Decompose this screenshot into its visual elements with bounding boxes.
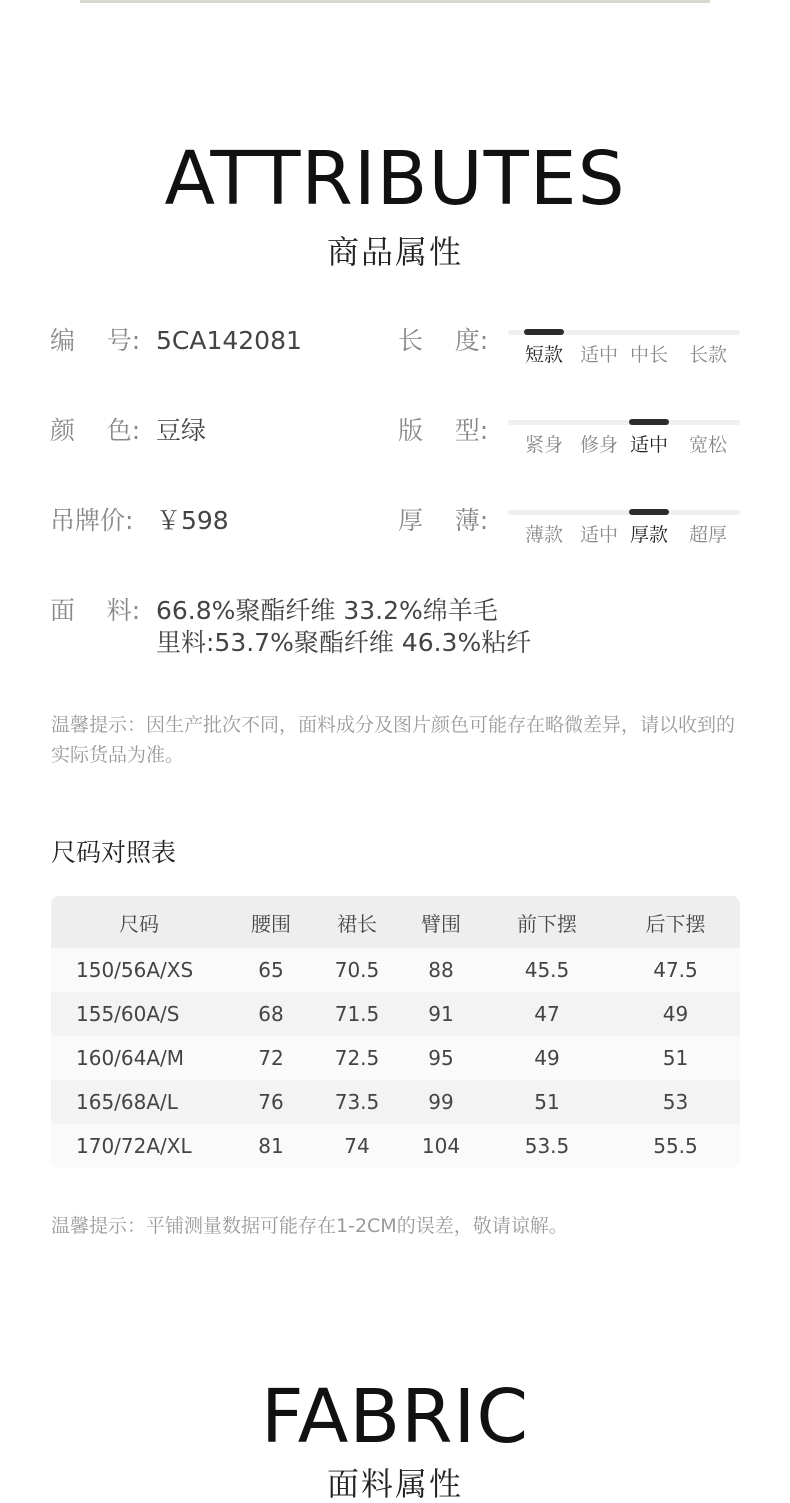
fit-label: 版 型: — [398, 416, 489, 445]
thickness-label: 厚 薄: — [398, 506, 489, 535]
cell-size: 150/56A/XS — [51, 948, 227, 992]
scale-option: 厚款 — [629, 524, 669, 546]
scale-option: 适中 — [579, 524, 619, 546]
scale-track — [508, 510, 740, 515]
scale-option: 超厚 — [688, 524, 728, 546]
cell-waist: 72 — [227, 1036, 315, 1080]
cell-front-hem: 49 — [483, 1036, 611, 1080]
attributes-note: 温馨提示：因生产批次不同，面料成分及图片颜色可能存在略微差异，请以收到的实际货品为准。 — [51, 714, 736, 766]
cell-arm: 95 — [399, 1036, 483, 1080]
color-label: 颜 色: — [50, 416, 141, 445]
size-note: 温馨提示：平铺测量数据可能存在1-2CM的误差，敬请谅解。 — [51, 1215, 568, 1237]
price-label: 吊牌价: — [50, 506, 134, 535]
cell-arm: 88 — [399, 948, 483, 992]
cell-waist: 81 — [227, 1124, 315, 1168]
color-value: 豆绿 — [156, 416, 207, 445]
top-divider — [80, 0, 710, 3]
code-value: 5CA142081 — [156, 326, 302, 355]
length-scale — [508, 330, 740, 390]
cell-back-hem: 53 — [611, 1080, 740, 1124]
cell-arm: 91 — [399, 992, 483, 1036]
cell-back-hem: 49 — [611, 992, 740, 1036]
scale-track — [508, 420, 740, 425]
price-value: ￥598 — [156, 506, 229, 535]
scale-option: 紧身 — [524, 434, 564, 456]
cell-waist: 68 — [227, 992, 315, 1036]
table-row — [51, 1124, 740, 1168]
cell-waist: 65 — [227, 948, 315, 992]
attributes-subtitle: 商品属性 — [326, 233, 463, 271]
fabric-value: 66.8%聚酯纤维 33.2%绵羊毛 — [156, 596, 498, 625]
table-row — [51, 1080, 740, 1124]
length-label: 长 度: — [398, 326, 489, 355]
cell-size: 160/64A/M — [51, 1036, 227, 1080]
fabric-subtitle: 面料属性 — [326, 1465, 463, 1503]
scale-option: 短款 — [524, 344, 564, 366]
scale-option: 适中 — [579, 344, 619, 366]
cell-size: 170/72A/XL — [51, 1124, 227, 1168]
header-front-hem: 前下摆 — [483, 896, 611, 948]
cell-front-hem: 53.5 — [483, 1124, 611, 1168]
scale-option: 宽松 — [688, 434, 728, 456]
table-row — [51, 1036, 740, 1080]
lining-value: 里料:53.7%聚酯纤维 46.3%粘纤 — [156, 628, 532, 657]
cell-back-hem: 47.5 — [611, 948, 740, 992]
cell-size: 155/60A/S — [51, 992, 227, 1036]
scale-option: 修身 — [579, 434, 619, 456]
scale-selected-marker — [629, 509, 669, 515]
header-waist: 腰围 — [227, 896, 315, 948]
scale-selected-marker — [629, 419, 669, 425]
cell-back-hem: 51 — [611, 1036, 740, 1080]
size-chart-table — [51, 896, 740, 1168]
thickness-scale — [508, 510, 740, 570]
scale-option: 中长 — [629, 344, 669, 366]
cell-skirt-length: 71.5 — [315, 992, 399, 1036]
cell-skirt-length: 74 — [315, 1124, 399, 1168]
scale-option: 适中 — [629, 434, 669, 456]
header-size: 尺码 — [51, 896, 227, 948]
cell-back-hem: 55.5 — [611, 1124, 740, 1168]
size-chart-title: 尺码对照表 — [51, 838, 177, 867]
scale-option: 长款 — [688, 344, 728, 366]
cell-arm: 99 — [399, 1080, 483, 1124]
size-chart-header-row — [51, 896, 740, 948]
header-arm: 臂围 — [399, 896, 483, 948]
header-skirt-length: 裙长 — [315, 896, 399, 948]
header-back-hem: 后下摆 — [611, 896, 740, 948]
cell-front-hem: 45.5 — [483, 948, 611, 992]
fit-scale — [508, 420, 740, 480]
attributes-title: ATTRIBUTES — [164, 136, 626, 222]
fabric-title: FABRIC — [260, 1374, 530, 1460]
cell-skirt-length: 72.5 — [315, 1036, 399, 1080]
fabric-label: 面 料: — [50, 596, 141, 625]
cell-front-hem: 47 — [483, 992, 611, 1036]
cell-size: 165/68A/L — [51, 1080, 227, 1124]
cell-arm: 104 — [399, 1124, 483, 1168]
table-row — [51, 992, 740, 1036]
cell-waist: 76 — [227, 1080, 315, 1124]
table-row — [51, 948, 740, 992]
scale-selected-marker — [524, 329, 564, 335]
cell-front-hem: 51 — [483, 1080, 611, 1124]
scale-option: 薄款 — [524, 524, 564, 546]
code-label: 编 号: — [50, 326, 141, 355]
cell-skirt-length: 73.5 — [315, 1080, 399, 1124]
cell-skirt-length: 70.5 — [315, 948, 399, 992]
